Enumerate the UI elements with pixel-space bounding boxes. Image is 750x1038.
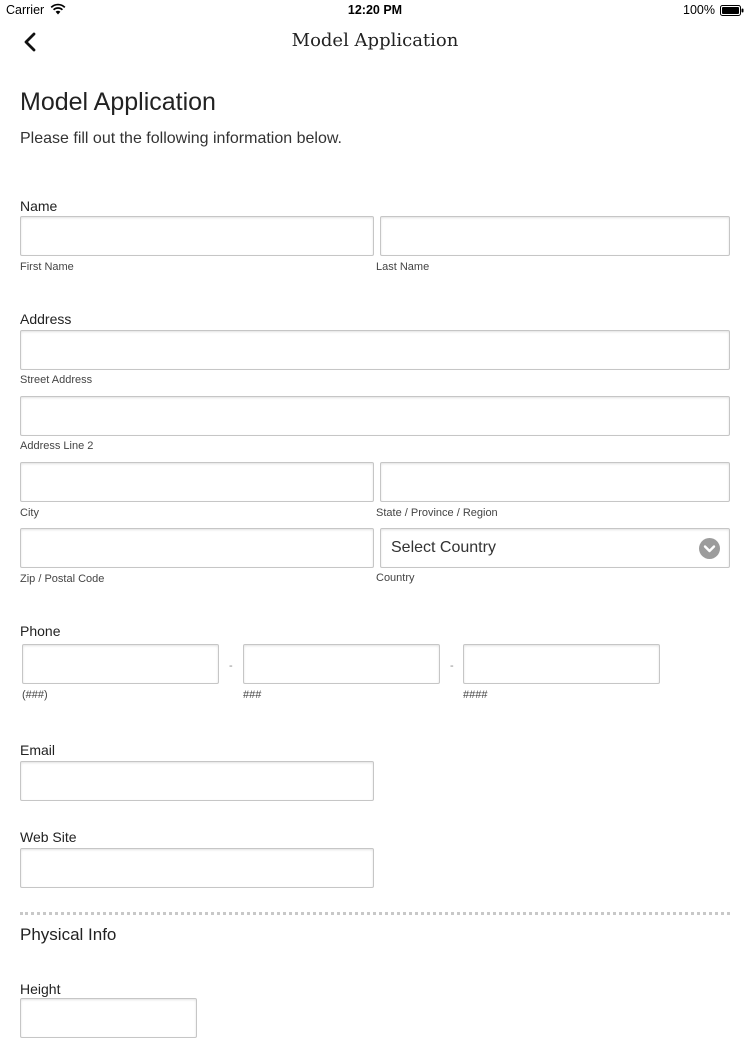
email-input[interactable] xyxy=(20,761,374,801)
status-bar xyxy=(0,0,750,22)
address-label: Address xyxy=(20,311,72,327)
section-divider xyxy=(20,912,730,915)
city-caption: City xyxy=(20,507,39,519)
battery-icon xyxy=(720,5,744,16)
page-title: Model Application xyxy=(20,88,216,116)
state-caption: State / Province / Region xyxy=(376,507,498,519)
chevron-down-icon xyxy=(699,538,720,559)
phone-area-input[interactable] xyxy=(22,644,219,684)
navigation-bar xyxy=(0,22,750,62)
first-name-caption: First Name xyxy=(20,261,74,273)
street-address-input[interactable] xyxy=(20,330,730,370)
phone-label: Phone xyxy=(20,623,61,639)
address-line2-input[interactable] xyxy=(20,396,730,436)
country-select-value: Select Country xyxy=(391,539,496,556)
country-caption: Country xyxy=(376,572,415,584)
state-input[interactable] xyxy=(380,462,730,502)
clock: 12:20 PM xyxy=(347,3,403,17)
street-address-caption: Street Address xyxy=(20,374,93,386)
phone-line-caption: #### xyxy=(463,689,488,701)
country-select[interactable] xyxy=(380,528,730,568)
name-label: Name xyxy=(20,198,58,214)
height-label: Height xyxy=(20,981,61,997)
phone-prefix-input[interactable] xyxy=(243,644,440,684)
phone-line-input[interactable] xyxy=(463,644,660,684)
city-input[interactable] xyxy=(20,462,374,502)
website-input[interactable] xyxy=(20,848,374,888)
phone-separator: - xyxy=(229,660,233,672)
website-label: Web Site xyxy=(20,829,77,845)
first-name-input[interactable] xyxy=(20,216,374,256)
nav-title: Model Application xyxy=(291,30,459,51)
phone-separator: - xyxy=(450,660,454,672)
physical-info-heading: Physical Info xyxy=(20,925,117,944)
phone-area-caption: (###) xyxy=(22,689,48,701)
last-name-caption: Last Name xyxy=(376,261,430,273)
height-input[interactable] xyxy=(20,998,197,1038)
last-name-input[interactable] xyxy=(380,216,730,256)
carrier-label: Carrier xyxy=(6,3,45,17)
phone-prefix-caption: ### xyxy=(243,689,262,701)
page-subtitle: Please fill out the following information below. xyxy=(20,130,342,147)
zip-input[interactable] xyxy=(20,528,374,568)
zip-caption: Zip / Postal Code xyxy=(20,573,105,585)
battery-percent: 100% xyxy=(683,3,715,17)
address-line2-caption: Address Line 2 xyxy=(20,440,94,452)
email-label: Email xyxy=(20,742,56,758)
